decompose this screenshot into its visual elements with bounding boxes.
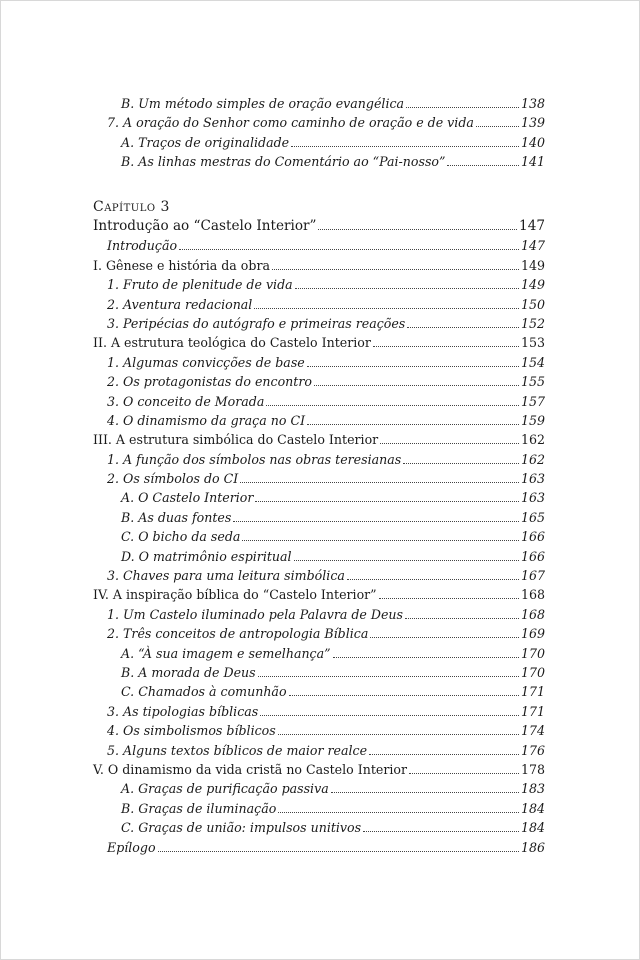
toc-entry-title: 1. Fruto de plenitude de vida: [107, 277, 293, 293]
toc-entry-title: V. O dinamismo da vida cristã no Castelo Interior: [93, 761, 408, 777]
toc-entry: [93, 353, 545, 372]
toc-entry-page-number: 139: [520, 115, 545, 131]
toc-entry-page-number: 170: [520, 664, 545, 680]
toc-entry: [93, 152, 545, 171]
dot-leader: [369, 753, 519, 755]
toc-entry-title: Introdução: [107, 238, 178, 254]
dot-leader: [447, 164, 519, 166]
toc-entry-page-number: 138: [520, 96, 545, 111]
toc-entry: [93, 333, 545, 352]
toc-entry-page-number: 153: [520, 335, 545, 351]
dot-leader: [278, 811, 519, 813]
chapter-title: Introdução ao “Castelo Interior”: [93, 218, 317, 234]
toc-entry-page-number: 171: [520, 684, 545, 700]
dot-leader: [242, 539, 519, 541]
dot-leader: [403, 462, 519, 464]
toc-entry: [93, 236, 545, 255]
toc-entry-title: 2. Os protagonistas do encontro: [107, 374, 312, 390]
toc-entry-page-number: 147: [520, 238, 545, 254]
toc-entry-page-number: 152: [520, 315, 545, 331]
toc-entry-title: B. Graças de iluminação: [121, 800, 277, 816]
dot-leader: [278, 733, 519, 735]
toc-entry: [93, 256, 545, 275]
toc-entry: [93, 799, 545, 818]
toc-entry: [93, 547, 545, 566]
toc-entry-title: I. Gênese e história da obra: [93, 257, 270, 273]
toc-entry-page-number: 154: [520, 354, 545, 370]
toc-entry-title: 4. O dinamismo da graça no CI: [107, 412, 306, 428]
toc-entry-title: Epílogo: [107, 839, 156, 855]
toc-entry: [93, 430, 545, 449]
toc-entry: [93, 663, 545, 682]
toc-entry-page-number: 162: [520, 432, 545, 448]
dot-leader: [240, 481, 519, 483]
toc-entry-page-number: 184: [520, 800, 545, 816]
toc-entry-title: B. A morada de Deus: [121, 664, 256, 680]
toc-entry-page-number: 168: [520, 587, 545, 603]
dot-leader: [289, 694, 519, 696]
toc-entry-title: 4. Os simbolismos bíblicos: [107, 723, 276, 739]
toc-entry: [93, 741, 545, 760]
toc-entry-page-number: 169: [520, 626, 545, 642]
dot-leader: [406, 106, 519, 108]
dot-leader: [307, 365, 519, 367]
dot-leader: [314, 384, 519, 386]
toc-chapter-section: [93, 197, 545, 857]
dot-leader: [331, 791, 519, 793]
toc-entry-title: A. Traços de originalidade: [121, 134, 290, 150]
toc-entry-title: 3. O conceito de Morada: [107, 393, 265, 409]
dot-leader: [307, 423, 519, 425]
toc-entry-page-number: 166: [520, 529, 545, 545]
toc-entry-page-number: 178: [520, 761, 545, 777]
toc-entry: [93, 838, 545, 857]
toc-entry-page-number: 184: [520, 820, 545, 836]
toc-entry-title: B. Um método simples de oração evangélica: [121, 96, 405, 111]
toc-entry-page-number: 174: [520, 723, 545, 739]
dot-leader: [380, 442, 519, 444]
toc-entry-page-number: 162: [520, 451, 545, 467]
dot-leader: [318, 228, 517, 230]
dot-leader: [405, 617, 519, 619]
dot-leader: [179, 248, 519, 250]
dot-leader: [333, 656, 519, 658]
toc-entry-title: D. O matrimônio espiritual: [121, 548, 292, 564]
toc-entry-page-number: 186: [520, 839, 545, 855]
dot-leader: [258, 675, 519, 677]
toc-entry-title: 7. A oração do Senhor como caminho de oração e de vida: [107, 115, 474, 131]
toc-entry-title: C. Graças de união: impulsos unitivos: [121, 820, 362, 836]
dot-leader: [373, 345, 519, 347]
toc-entry: [93, 392, 545, 411]
toc-entry-title: 1. Algumas convicções de base: [107, 354, 305, 370]
dot-leader: [379, 597, 519, 599]
toc-entry: [93, 295, 545, 314]
dot-leader: [370, 636, 519, 638]
toc-entry-title: B. As duas fontes: [121, 509, 232, 525]
toc-entry-page-number: 149: [520, 257, 545, 273]
toc-entry: [93, 527, 545, 546]
toc-entry: [93, 113, 545, 132]
dot-leader: [347, 578, 519, 580]
toc-entry: [93, 760, 545, 779]
dot-leader: [272, 268, 519, 270]
toc-entry-title: III. A estrutura simbólica do Castelo Interior: [93, 432, 379, 448]
toc-entry-title: B. As linhas mestras do Comentário ao “Pai-nosso”: [121, 154, 446, 170]
toc-entry-page-number: 171: [520, 703, 545, 719]
dot-leader: [260, 714, 519, 716]
toc-entry-page-number: 163: [520, 471, 545, 487]
toc-entry-title: A. “À sua imagem e semelhança”: [121, 645, 331, 661]
toc-entry-title: 1. Um Castelo iluminado pela Palavra de Deus: [107, 606, 404, 622]
dot-leader: [158, 850, 519, 852]
toc-entry-title: C. O bicho da seda: [121, 529, 241, 545]
toc-entry-title: II. A estrutura teológica do Castelo Interior: [93, 335, 371, 351]
dot-leader: [266, 404, 519, 406]
toc-entry: [93, 682, 545, 701]
toc-entry: [93, 94, 545, 113]
toc-entry-title: 2. Três conceitos de antropologia Bíblica: [107, 626, 369, 642]
toc-entry-title: 2. Aventura redacional: [107, 296, 253, 312]
toc-entry: [93, 275, 545, 294]
toc-entry-page-number: 183: [520, 781, 545, 797]
toc-entry: [93, 585, 545, 604]
dot-leader: [254, 307, 519, 309]
dot-leader: [295, 287, 519, 289]
dot-leader: [291, 145, 519, 147]
toc-entry: [93, 779, 545, 798]
dot-leader: [255, 500, 519, 502]
toc-entry-title: 5. Alguns textos bíblicos de maior realce: [107, 742, 368, 758]
dot-leader: [233, 520, 519, 522]
toc-entry: [93, 133, 545, 152]
toc-entry-title: A. O Castelo Interior: [121, 490, 254, 506]
toc-entry-title: IV. A inspiração bíblica do “Castelo Interior”: [93, 587, 377, 603]
toc-entry-page-number: 170: [520, 645, 545, 661]
toc-entry-title: 3. As tipologias bíblicas: [107, 703, 259, 719]
toc-entry-title: C. Chamados à comunhão: [121, 684, 287, 700]
toc-entry-title: 3. Peripécias do autógrafo e primeiras reações: [107, 315, 406, 331]
toc-entry: [93, 372, 545, 391]
toc-top-list: [93, 94, 545, 172]
dot-leader: [476, 125, 519, 127]
toc-entry: [93, 411, 545, 430]
toc-entry: [93, 450, 545, 469]
chapter-title-line: [93, 217, 545, 236]
toc-entry: [93, 818, 545, 837]
toc-entry-page-number: 155: [520, 374, 545, 390]
toc-entry-page-number: 166: [520, 548, 545, 564]
toc-entry-title: 2. Os símbolos do CI: [107, 471, 239, 487]
dot-leader: [363, 830, 519, 832]
toc-entry-page-number: 159: [520, 412, 545, 428]
toc-entry-page-number: 140: [520, 134, 545, 150]
toc-entry-list: [93, 236, 545, 857]
toc-entry-page-number: 149: [520, 277, 545, 293]
toc-entry-page-number: 141: [520, 154, 545, 170]
chapter-page-number: 147: [519, 218, 545, 234]
toc-entry-page-number: 150: [520, 296, 545, 312]
toc-entry: [93, 702, 545, 721]
dot-leader: [407, 326, 519, 328]
toc-entry-page-number: 157: [520, 393, 545, 409]
toc-entry-page-number: 163: [520, 490, 545, 506]
toc-entry-page-number: 176: [520, 742, 545, 758]
toc-entry-title: 1. A função dos símbolos nas obras teresianas: [107, 451, 402, 467]
toc-entry: [93, 566, 545, 585]
dot-leader: [294, 559, 519, 561]
toc-entry: [93, 314, 545, 333]
toc-entry: [93, 508, 545, 527]
toc-entry-title: 3. Chaves para uma leitura simbólica: [107, 568, 345, 584]
toc-entry-page-number: 168: [520, 606, 545, 622]
toc-entry: [93, 644, 545, 663]
toc-entry: [93, 624, 545, 643]
toc-entry-title: A. Graças de purificação passiva: [121, 781, 329, 797]
chapter-label: Capítulo 3: [93, 199, 170, 215]
toc-entry-page-number: 165: [520, 509, 545, 525]
toc-top-section: [93, 94, 545, 172]
toc-entry: [93, 721, 545, 740]
dot-leader: [409, 772, 519, 774]
toc-entry-page-number: 167: [520, 568, 545, 584]
toc-entry: [93, 469, 545, 488]
toc-entry: [93, 605, 545, 624]
toc-entry: [93, 488, 545, 507]
